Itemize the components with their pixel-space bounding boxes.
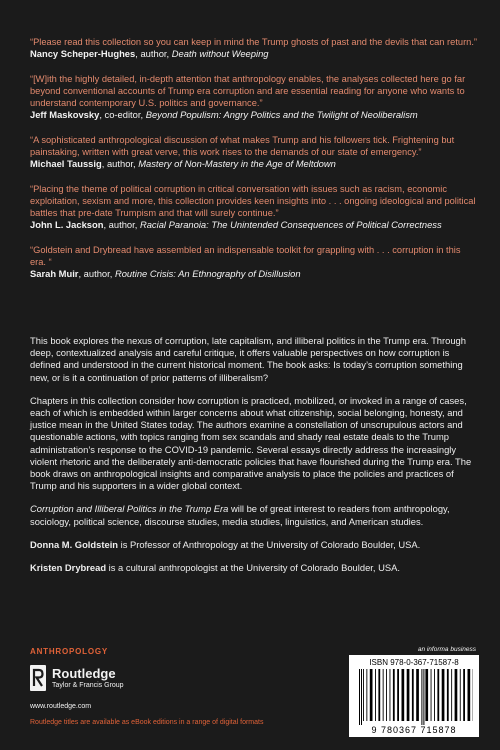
quote-work: Death without Weeping xyxy=(171,48,269,59)
book-title: Corruption and Illiberal Politics in the Trump Era xyxy=(30,503,229,515)
endorsement xyxy=(30,134,478,170)
endorsement xyxy=(30,73,478,121)
ebook-note: Routledge titles are available as eBook editions in a range of digital formats xyxy=(30,719,264,726)
quote-attribution xyxy=(30,158,478,170)
description-paragraph: Chapters in this collection consider how corruption is practiced, mobilized, or invoked in a range of cases, each of which is embedded within larger concerns about what citizenship, social belonging, honesty, and justice mean in the United States today. The authors examine a constellation of unscrupulous actors and questionable actions, with topics ranging from sex scandals and shady real estate deals to the Trump administration’s response to the COVID-19 pandemic. Several essays directly address the increasingly violent rhetoric and the deliberately anti-democratic policies that have flourished during the Trump era. The book draws on anthropological insights and comparative analysis to place the policies and practices of Trump and his supporters in a wider global context. xyxy=(30,394,472,492)
barcode-panel xyxy=(349,646,479,737)
book-description xyxy=(30,335,480,585)
publisher-text xyxy=(52,667,124,690)
quote-role: , author, xyxy=(103,219,140,230)
bio-name: Kristen Drybread xyxy=(30,561,107,573)
informa-tag: an informa business xyxy=(417,646,476,653)
author-bio xyxy=(30,562,480,574)
quote-author: Michael Taussig xyxy=(30,158,102,169)
barcode-icon xyxy=(355,669,473,725)
quote-attribution xyxy=(30,109,478,121)
publisher-name: Routledge xyxy=(52,665,116,681)
author-bio xyxy=(30,539,480,551)
bio-name: Donna M. Goldstein xyxy=(30,538,119,550)
bio-text: is Professor of Anthropology at the University of Colorado Boulder, USA. xyxy=(118,538,421,550)
endorsement xyxy=(30,36,478,60)
quote-author: John L. Jackson xyxy=(30,219,104,230)
quote-work: Routine Crisis: An Ethnography of Disillusion xyxy=(114,268,301,279)
quote-attribution xyxy=(30,219,478,231)
isbn-text: ISBN 978-0-367-71587-8 xyxy=(369,658,459,667)
publisher-logo xyxy=(30,665,124,691)
quote-text: “Please read this collection so you can keep in mind the Trump ghosts of past and the devils that can return.” xyxy=(30,37,478,47)
endorsement xyxy=(30,183,478,231)
quote-author: Jeff Maskovsky xyxy=(30,109,100,120)
quote-attribution xyxy=(30,48,478,60)
barcode-number: 9 780367 715878 xyxy=(371,725,457,735)
quote-attribution xyxy=(30,268,478,280)
quote-author: Sarah Muir xyxy=(30,268,79,279)
quote-work: Beyond Populism: Angry Politics and the Twilight of Neoliberalism xyxy=(145,109,418,120)
routledge-logo-icon xyxy=(30,665,46,691)
audience-text: will be of great interest to readers from anthropology, sociology, political science, discourse studies, media studies, linguistics, and American studies. xyxy=(30,503,450,527)
quote-text: “Goldstein and Drybread have assembled an indispensable toolkit for grappling with . . . corruption in this era. “ xyxy=(30,245,461,267)
endorsement xyxy=(30,244,478,280)
quote-author: Nancy Scheper-Hughes xyxy=(30,48,136,59)
publisher-url: www.routledge.com xyxy=(30,703,92,710)
quote-work: Mastery of Non-Mastery in the Age of Meltdown xyxy=(138,158,336,169)
quote-text: “Placing the theme of political corruption in critical conversation with issues such as racism, economic exploitation, sexism and more, this collection provides keen insights into . . . ongoing ideological and political battles that pre-date Trumpism and that will surely continue.” xyxy=(30,184,476,218)
bio-text: is a cultural anthropologist at the University of Colorado Boulder, USA. xyxy=(106,561,400,573)
endorsements xyxy=(30,36,478,293)
quote-role: , author, xyxy=(78,268,115,279)
quote-text: “[W]ith the highly detailed, in-depth attention that anthropology enables, the analyses collected here go far beyond conventional accounts of Trump era corruption and are essential reading for anyone who wants to understand contemporary U.S. politics and governance.” xyxy=(30,74,466,108)
description-paragraph: This book explores the nexus of corruption, late capitalism, and illiberal politics in the Trump era. Through deep, contextualized analysis and careful critique, it offers valuable perspectives on how corruption is defined and understood in the current historical moment. The book asks: Is today’s corruption something new, or is it a continuation of prior patterns of illiberalism? xyxy=(30,335,466,383)
quote-work: Racial Paranoia: The Unintended Consequences of Political Correctness xyxy=(139,219,442,230)
quote-text: “A sophisticated anthropological discussion of what makes Trump and his followers tick. Frightening but painstaking, written with great verve, this work rises to the demands of our state of emergency.” xyxy=(30,135,455,157)
quote-role: , author, xyxy=(101,158,139,169)
subject-category: ANTHROPOLOGY xyxy=(30,647,109,656)
quote-role: , co-editor, xyxy=(99,109,146,120)
description-paragraph xyxy=(30,503,480,527)
quote-role: , author, xyxy=(135,48,172,59)
publisher-group: Taylor & Francis Group xyxy=(52,681,124,689)
